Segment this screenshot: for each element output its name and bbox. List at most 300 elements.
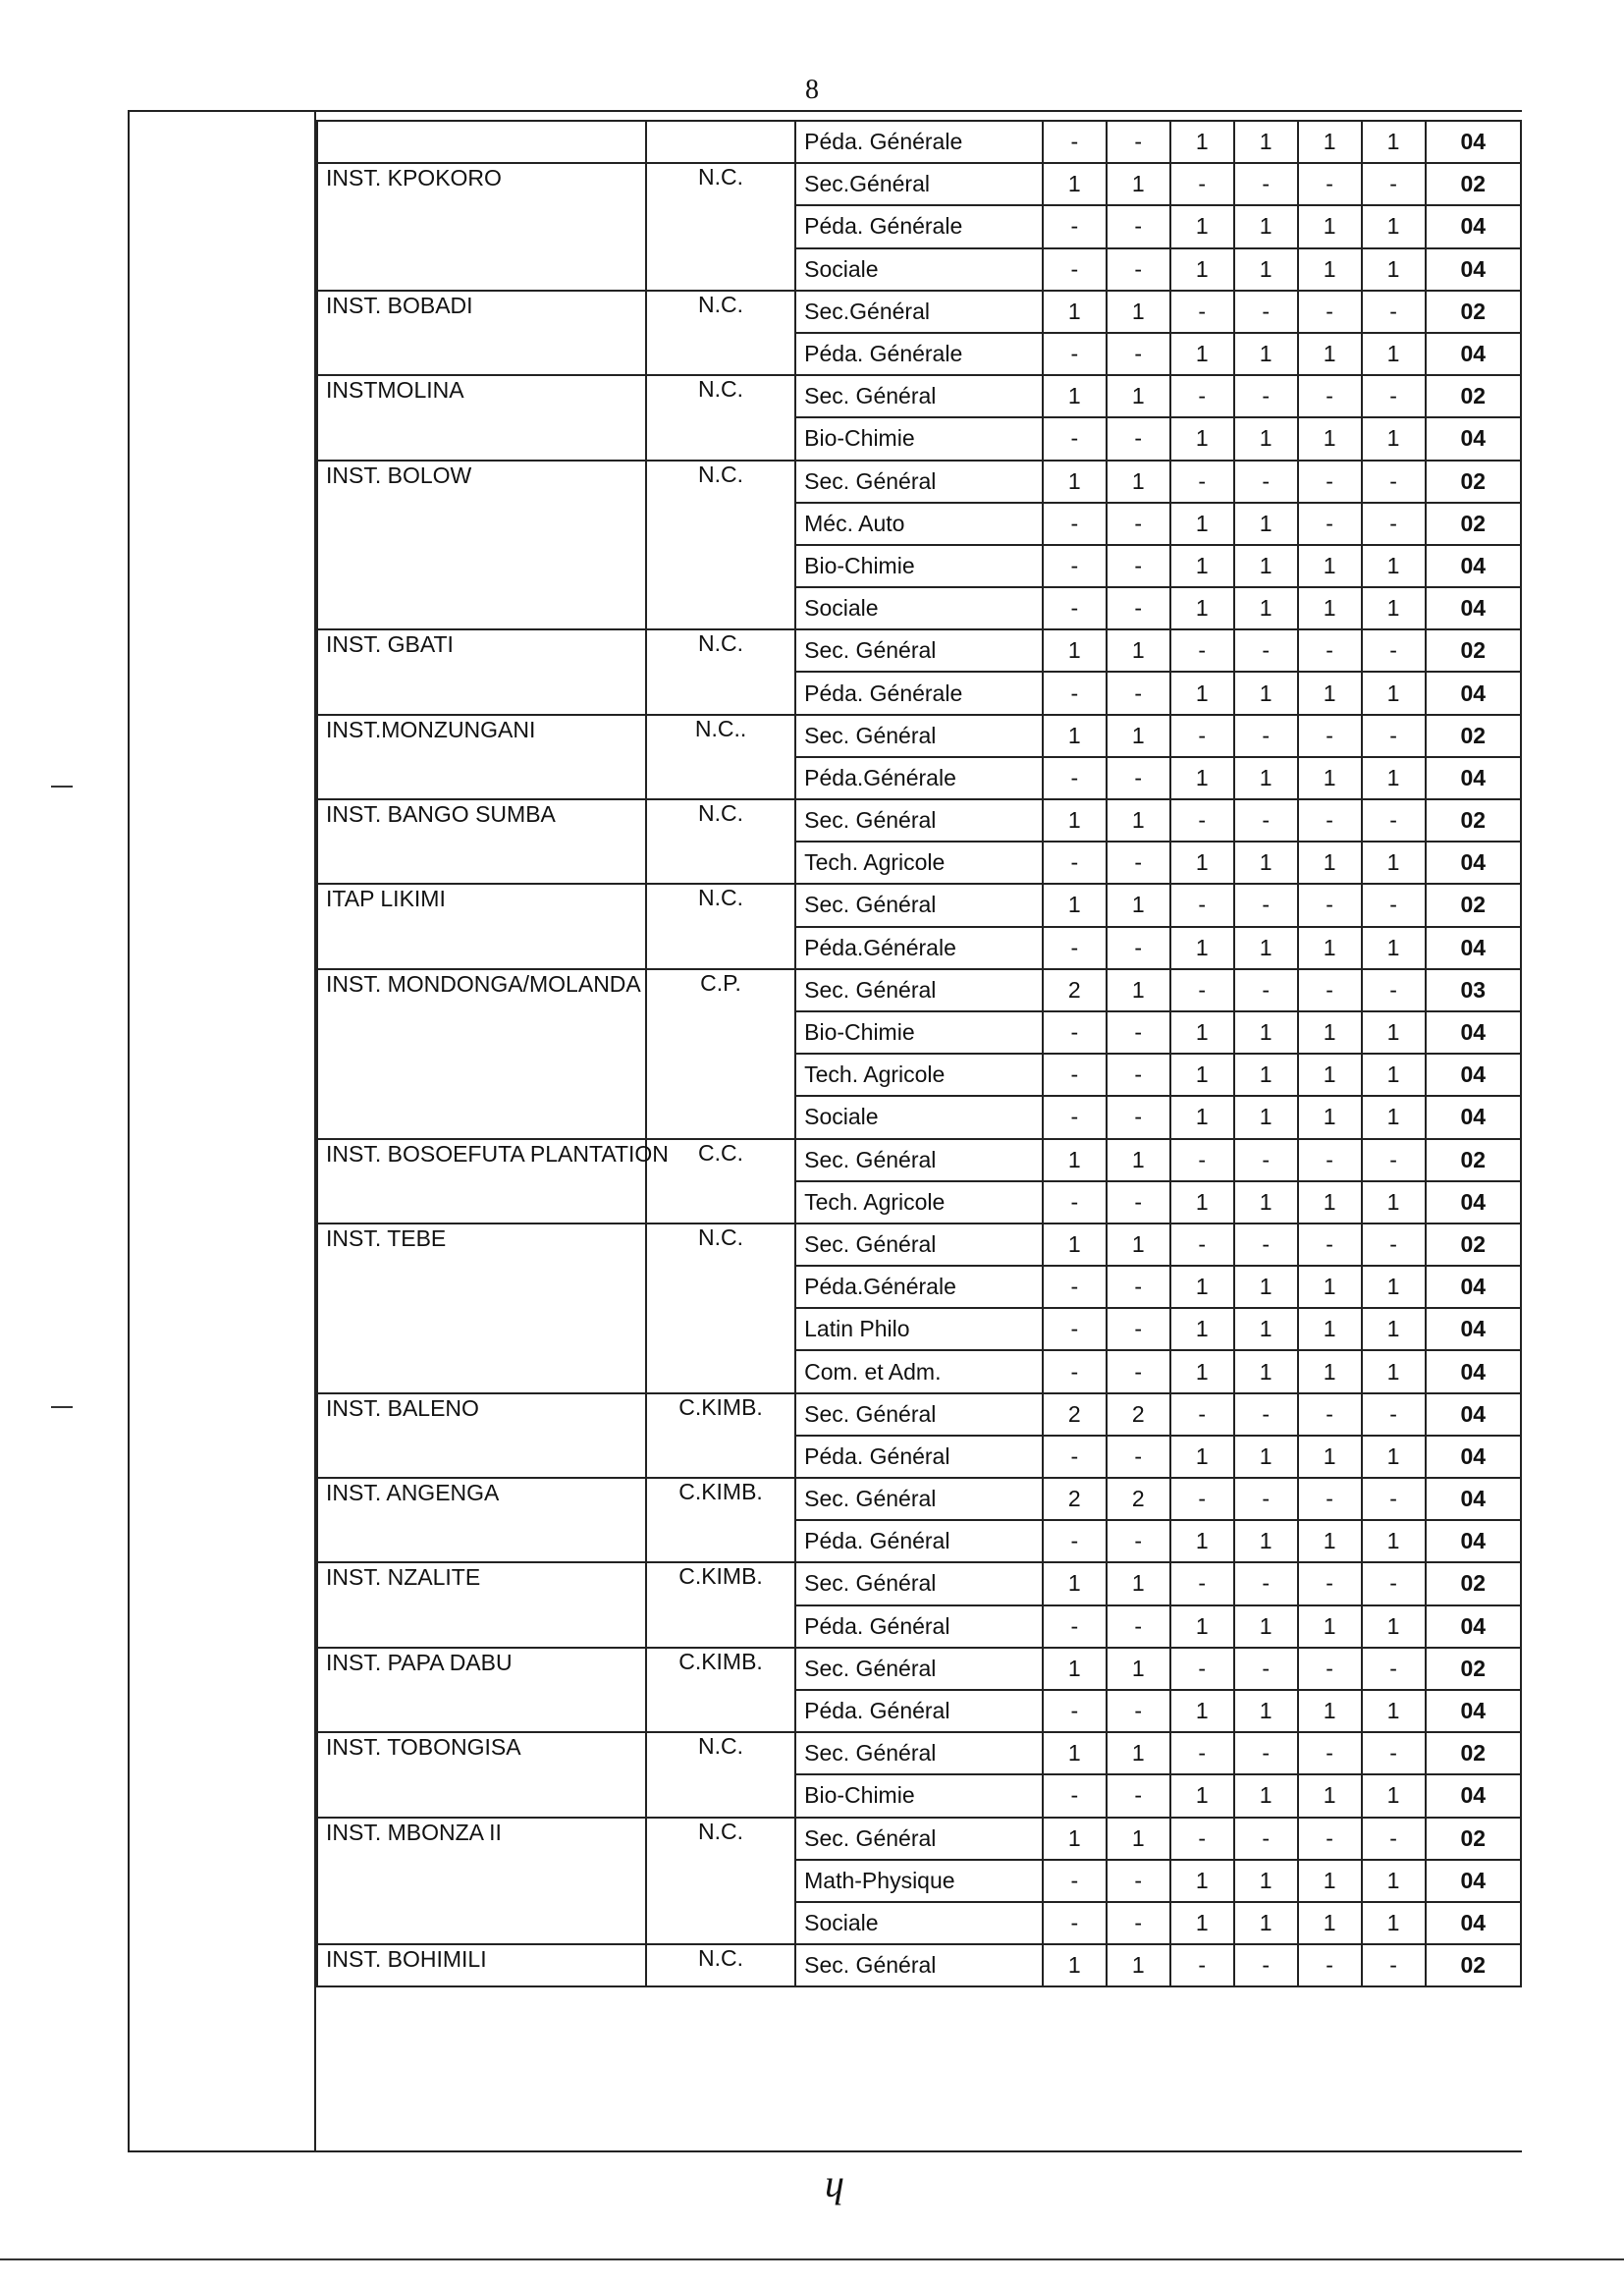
class-count-cell: 1 <box>1362 587 1426 629</box>
class-count-cell: - <box>1107 587 1170 629</box>
institution-name: ITAP LIKIMI <box>317 884 646 968</box>
class-count-cell: 1 <box>1234 927 1298 969</box>
section-name: Sec. Général <box>795 461 1043 503</box>
class-count-cell: - <box>1170 715 1234 757</box>
class-count-cell: 1 <box>1043 1562 1107 1604</box>
row-total: 04 <box>1426 1393 1521 1436</box>
table-row <box>317 1648 1521 1690</box>
class-count-cell: 1 <box>1234 1266 1298 1308</box>
class-count-cell: 1 <box>1234 1181 1298 1224</box>
institution-name: INST. BOLOW <box>317 461 646 630</box>
class-count-cell: - <box>1170 1139 1234 1181</box>
class-count-cell: 2 <box>1043 969 1107 1011</box>
class-count-cell: - <box>1043 1096 1107 1138</box>
class-count-cell: - <box>1298 1478 1362 1520</box>
institution-name: INST. TEBE <box>317 1224 646 1393</box>
class-count-cell: 1 <box>1234 1690 1298 1732</box>
class-count-cell: 1 <box>1043 163 1107 205</box>
class-count-cell: 1 <box>1107 291 1170 333</box>
class-count-cell: 1 <box>1298 1350 1362 1392</box>
class-count-cell: 1 <box>1043 1224 1107 1266</box>
row-total: 04 <box>1426 1520 1521 1562</box>
class-count-cell: 1 <box>1298 1096 1362 1138</box>
class-count-cell: - <box>1170 884 1234 926</box>
class-count-cell: - <box>1362 1562 1426 1604</box>
class-count-cell: - <box>1234 163 1298 205</box>
institution-status: N.C.. <box>646 715 795 799</box>
class-count-cell: 1 <box>1170 333 1234 375</box>
class-count-cell: - <box>1362 969 1426 1011</box>
section-name: Sec. Général <box>795 629 1043 672</box>
class-count-cell: - <box>1234 1224 1298 1266</box>
class-count-cell: - <box>1107 205 1170 247</box>
class-count-cell: - <box>1107 1860 1170 1902</box>
table-row <box>317 969 1521 1011</box>
institution-status: N.C. <box>646 375 795 460</box>
table-row <box>317 1732 1521 1774</box>
table-row <box>317 1944 1521 1986</box>
class-count-cell: - <box>1362 1648 1426 1690</box>
row-total: 02 <box>1426 291 1521 333</box>
class-count-cell: 1 <box>1362 1436 1426 1478</box>
class-count-cell: - <box>1043 1520 1107 1562</box>
class-count-cell: 1 <box>1234 757 1298 799</box>
class-count-cell: 1 <box>1107 715 1170 757</box>
row-total: 04 <box>1426 545 1521 587</box>
scan-speck <box>51 1406 73 1408</box>
class-count-cell: - <box>1234 1139 1298 1181</box>
class-count-cell: - <box>1362 1224 1426 1266</box>
row-total: 02 <box>1426 375 1521 417</box>
class-count-cell: 1 <box>1170 1181 1234 1224</box>
class-count-cell: 1 <box>1298 248 1362 291</box>
class-count-cell: 1 <box>1170 1774 1234 1817</box>
row-total: 04 <box>1426 1605 1521 1648</box>
class-count-cell: - <box>1170 1732 1234 1774</box>
class-count-cell: 1 <box>1043 461 1107 503</box>
class-count-cell: 1 <box>1234 1436 1298 1478</box>
table-row <box>317 1139 1521 1181</box>
institution-name: INST. MONDONGA/MOLANDA <box>317 969 646 1139</box>
section-name: Sec. Général <box>795 1562 1043 1604</box>
class-count-cell: - <box>1043 1308 1107 1350</box>
table-row <box>317 1478 1521 1520</box>
class-count-cell: 2 <box>1107 1393 1170 1436</box>
section-name: Méc. Auto <box>795 503 1043 545</box>
class-count-cell: - <box>1107 121 1170 163</box>
row-total: 02 <box>1426 1562 1521 1604</box>
class-count-cell: 1 <box>1298 1011 1362 1054</box>
class-count-cell: 1 <box>1107 884 1170 926</box>
class-count-cell: - <box>1170 291 1234 333</box>
class-count-cell: - <box>1298 503 1362 545</box>
class-count-cell: 1 <box>1043 799 1107 842</box>
class-count-cell: 1 <box>1107 163 1170 205</box>
institution-name: INSTMOLINA <box>317 375 646 460</box>
class-count-cell: 1 <box>1298 757 1362 799</box>
class-count-cell: - <box>1362 1732 1426 1774</box>
class-count-cell: 1 <box>1043 884 1107 926</box>
row-total: 02 <box>1426 163 1521 205</box>
class-count-cell: 1 <box>1362 842 1426 884</box>
class-count-cell: - <box>1234 1648 1298 1690</box>
section-name: Sec. Général <box>795 1393 1043 1436</box>
class-count-cell: - <box>1043 333 1107 375</box>
class-count-cell: 1 <box>1170 545 1234 587</box>
row-total: 04 <box>1426 927 1521 969</box>
class-count-cell: - <box>1298 291 1362 333</box>
section-name: Math-Physique <box>795 1860 1043 1902</box>
class-count-cell: - <box>1107 927 1170 969</box>
class-count-cell: - <box>1107 1308 1170 1350</box>
table-row <box>317 461 1521 503</box>
class-count-cell: - <box>1298 1393 1362 1436</box>
class-count-cell: - <box>1043 1902 1107 1944</box>
institution-status: C.KIMB. <box>646 1562 795 1647</box>
class-count-cell: - <box>1043 121 1107 163</box>
class-count-cell: - <box>1234 799 1298 842</box>
institution-status <box>646 121 795 163</box>
institution-status: N.C. <box>646 1818 795 1945</box>
class-count-cell: - <box>1107 503 1170 545</box>
class-count-cell: 1 <box>1234 205 1298 247</box>
class-count-cell: - <box>1234 884 1298 926</box>
section-name: Péda. Générale <box>795 672 1043 714</box>
institution-status: N.C. <box>646 1732 795 1817</box>
class-count-cell: 1 <box>1298 587 1362 629</box>
class-count-cell: - <box>1362 461 1426 503</box>
section-name: Bio-Chimie <box>795 1774 1043 1817</box>
class-count-cell: 1 <box>1107 629 1170 672</box>
class-count-cell: 1 <box>1362 1181 1426 1224</box>
class-count-cell: - <box>1043 842 1107 884</box>
class-count-cell: - <box>1043 1690 1107 1732</box>
class-count-cell: - <box>1107 1902 1170 1944</box>
institution-status: N.C. <box>646 799 795 884</box>
section-name: Bio-Chimie <box>795 545 1043 587</box>
class-count-cell: 1 <box>1298 1605 1362 1648</box>
class-count-cell: - <box>1298 1818 1362 1860</box>
class-count-cell: - <box>1298 163 1362 205</box>
class-count-cell: 1 <box>1298 1436 1362 1478</box>
class-count-cell: 1 <box>1043 1944 1107 1986</box>
class-count-cell: 1 <box>1170 1308 1234 1350</box>
class-count-cell: 1 <box>1362 545 1426 587</box>
institution-name: INST. BANGO SUMBA <box>317 799 646 884</box>
class-count-cell: 1 <box>1298 927 1362 969</box>
section-name: Sec. Général <box>795 799 1043 842</box>
row-total: 02 <box>1426 884 1521 926</box>
row-total: 04 <box>1426 1308 1521 1350</box>
class-count-cell: 1 <box>1362 1011 1426 1054</box>
section-name: Péda.Générale <box>795 927 1043 969</box>
section-name: Péda. Général <box>795 1605 1043 1648</box>
class-count-cell: 1 <box>1362 672 1426 714</box>
class-count-cell: - <box>1298 1944 1362 1986</box>
institution-status: N.C. <box>646 1944 795 1986</box>
class-count-cell: - <box>1107 1096 1170 1138</box>
class-count-cell: - <box>1043 1774 1107 1817</box>
class-count-cell: 1 <box>1362 1774 1426 1817</box>
class-count-cell: 1 <box>1298 1181 1362 1224</box>
class-count-cell: 1 <box>1298 205 1362 247</box>
class-count-cell: - <box>1043 1436 1107 1478</box>
class-count-cell: 2 <box>1043 1478 1107 1520</box>
class-count-cell: - <box>1298 884 1362 926</box>
section-name: Sec. Général <box>795 1478 1043 1520</box>
row-total: 02 <box>1426 799 1521 842</box>
institution-status: N.C. <box>646 163 795 291</box>
class-count-cell: - <box>1234 1944 1298 1986</box>
class-count-cell: 1 <box>1362 927 1426 969</box>
row-total: 02 <box>1426 1732 1521 1774</box>
section-name: Sec. Général <box>795 1944 1043 1986</box>
class-count-cell: 1 <box>1362 417 1426 460</box>
class-count-cell: - <box>1107 1520 1170 1562</box>
row-total: 04 <box>1426 417 1521 460</box>
class-count-cell: - <box>1043 417 1107 460</box>
section-name: Sociale <box>795 248 1043 291</box>
class-count-cell: - <box>1043 503 1107 545</box>
class-count-cell: 1 <box>1170 1902 1234 1944</box>
section-name: Péda.Générale <box>795 757 1043 799</box>
class-count-cell: - <box>1107 1436 1170 1478</box>
row-total: 04 <box>1426 587 1521 629</box>
section-name: Bio-Chimie <box>795 1011 1043 1054</box>
institution-name: INST. NZALITE <box>317 1562 646 1647</box>
section-name: Sociale <box>795 587 1043 629</box>
class-count-cell: 1 <box>1170 1860 1234 1902</box>
section-name: Sec.Général <box>795 291 1043 333</box>
class-count-cell: - <box>1362 1944 1426 1986</box>
class-count-cell: - <box>1107 1181 1170 1224</box>
class-count-cell: 1 <box>1298 842 1362 884</box>
row-total: 04 <box>1426 1266 1521 1308</box>
table-row <box>317 1562 1521 1604</box>
row-total: 02 <box>1426 1139 1521 1181</box>
allocation-table <box>128 110 1522 2152</box>
institution-name: INST. GBATI <box>317 629 646 714</box>
class-count-cell: - <box>1298 1732 1362 1774</box>
table-row <box>317 1818 1521 1860</box>
class-count-cell: - <box>1234 1732 1298 1774</box>
class-count-cell: - <box>1107 842 1170 884</box>
row-total: 02 <box>1426 461 1521 503</box>
class-count-cell: 1 <box>1298 1690 1362 1732</box>
section-name: Sec. Général <box>795 1139 1043 1181</box>
class-count-cell: - <box>1107 757 1170 799</box>
institution-name <box>317 121 646 163</box>
class-count-cell: - <box>1043 757 1107 799</box>
class-count-cell: - <box>1043 205 1107 247</box>
class-count-cell: - <box>1298 969 1362 1011</box>
class-count-cell: 1 <box>1362 1054 1426 1096</box>
section-name: Com. et Adm. <box>795 1350 1043 1392</box>
institution-name: INST. BOBADI <box>317 291 646 375</box>
institution-name: INST. BOHIMILI <box>317 1944 646 1986</box>
class-count-cell: 1 <box>1170 672 1234 714</box>
class-count-cell: - <box>1234 715 1298 757</box>
class-count-cell: 1 <box>1043 1648 1107 1690</box>
institution-name: INST. KPOKORO <box>317 163 646 291</box>
class-count-cell: - <box>1170 969 1234 1011</box>
row-total: 04 <box>1426 333 1521 375</box>
class-count-cell: 1 <box>1234 417 1298 460</box>
table-row <box>317 291 1521 333</box>
class-count-cell: 1 <box>1234 1902 1298 1944</box>
class-count-cell: 1 <box>1170 1266 1234 1308</box>
page-number: 8 <box>805 75 819 105</box>
class-count-cell: - <box>1107 1054 1170 1096</box>
class-count-cell: - <box>1298 1562 1362 1604</box>
institution-status: C.C. <box>646 1139 795 1224</box>
class-count-cell: - <box>1298 715 1362 757</box>
class-count-cell: 1 <box>1107 1648 1170 1690</box>
institution-name: INST. PAPA DABU <box>317 1648 646 1732</box>
class-count-cell: - <box>1362 163 1426 205</box>
section-name: Sociale <box>795 1096 1043 1138</box>
section-name: Sec. Général <box>795 375 1043 417</box>
class-count-cell: 1 <box>1234 1350 1298 1392</box>
section-name: Péda. Générale <box>795 205 1043 247</box>
class-count-cell: 1 <box>1170 757 1234 799</box>
class-count-cell: 1 <box>1170 1436 1234 1478</box>
class-count-cell: 1 <box>1298 1054 1362 1096</box>
section-name: Péda. Général <box>795 1520 1043 1562</box>
class-count-cell: 1 <box>1362 121 1426 163</box>
class-count-cell: 1 <box>1234 545 1298 587</box>
class-count-cell: - <box>1107 1350 1170 1392</box>
class-count-cell: 1 <box>1234 121 1298 163</box>
class-count-cell: - <box>1362 1818 1426 1860</box>
page-bottom-rule <box>0 2258 1624 2260</box>
class-count-cell: 1 <box>1298 1902 1362 1944</box>
class-count-cell: - <box>1234 291 1298 333</box>
class-count-cell: - <box>1234 375 1298 417</box>
table-row <box>317 799 1521 842</box>
class-count-cell: - <box>1107 672 1170 714</box>
institution-name: INST. ANGENGA <box>317 1478 646 1562</box>
class-count-cell: - <box>1107 1011 1170 1054</box>
class-count-cell: - <box>1298 1139 1362 1181</box>
class-count-cell: 1 <box>1362 205 1426 247</box>
class-count-cell: - <box>1107 1266 1170 1308</box>
row-total: 04 <box>1426 1011 1521 1054</box>
class-count-cell: - <box>1107 1690 1170 1732</box>
table-row <box>317 121 1521 163</box>
class-count-cell: - <box>1298 799 1362 842</box>
row-total: 04 <box>1426 248 1521 291</box>
class-count-cell: 1 <box>1234 1308 1298 1350</box>
class-count-cell: - <box>1170 629 1234 672</box>
class-count-cell: 1 <box>1170 1690 1234 1732</box>
class-count-cell: 1 <box>1170 1054 1234 1096</box>
class-count-cell: 1 <box>1107 461 1170 503</box>
row-total: 04 <box>1426 1902 1521 1944</box>
class-count-cell: 1 <box>1107 799 1170 842</box>
class-count-cell: - <box>1170 461 1234 503</box>
row-total: 02 <box>1426 503 1521 545</box>
table-left-margin-column <box>130 112 316 2150</box>
class-count-cell: - <box>1043 1860 1107 1902</box>
class-count-cell: 1 <box>1170 842 1234 884</box>
table-row <box>317 1224 1521 1266</box>
section-name: Latin Philo <box>795 1308 1043 1350</box>
class-count-cell: - <box>1362 715 1426 757</box>
row-total: 02 <box>1426 629 1521 672</box>
section-name: Tech. Agricole <box>795 842 1043 884</box>
row-total: 02 <box>1426 715 1521 757</box>
class-count-cell: - <box>1170 799 1234 842</box>
table-row <box>317 629 1521 672</box>
class-count-cell: 1 <box>1362 1902 1426 1944</box>
class-count-cell: - <box>1170 1648 1234 1690</box>
class-count-cell: 1 <box>1362 333 1426 375</box>
class-count-cell: 1 <box>1298 545 1362 587</box>
class-count-cell: 1 <box>1234 1011 1298 1054</box>
class-count-cell: 1 <box>1298 672 1362 714</box>
section-name: Péda. Générale <box>795 121 1043 163</box>
institution-name: INST. TOBONGISA <box>317 1732 646 1817</box>
row-total: 04 <box>1426 1436 1521 1478</box>
class-count-cell: 1 <box>1234 1520 1298 1562</box>
row-total: 04 <box>1426 1774 1521 1817</box>
class-count-cell: 1 <box>1234 503 1298 545</box>
row-total: 04 <box>1426 1181 1521 1224</box>
institution-status: C.KIMB. <box>646 1648 795 1732</box>
institution-status: N.C. <box>646 629 795 714</box>
class-count-cell: 1 <box>1170 587 1234 629</box>
institution-status: C.KIMB. <box>646 1478 795 1562</box>
class-count-cell: 1 <box>1107 1944 1170 1986</box>
class-count-cell: - <box>1234 1393 1298 1436</box>
class-count-cell: 1 <box>1170 121 1234 163</box>
section-name: Péda. Général <box>795 1436 1043 1478</box>
class-count-cell: 1 <box>1298 417 1362 460</box>
class-count-cell: 1 <box>1170 1605 1234 1648</box>
class-count-cell: 1 <box>1298 1774 1362 1817</box>
row-total: 02 <box>1426 1224 1521 1266</box>
class-count-cell: - <box>1362 1139 1426 1181</box>
class-count-cell: 1 <box>1234 1860 1298 1902</box>
section-name: Sec. Général <box>795 969 1043 1011</box>
class-count-cell: - <box>1043 1011 1107 1054</box>
class-count-cell: 1 <box>1234 1054 1298 1096</box>
class-count-cell: - <box>1107 333 1170 375</box>
class-count-cell: - <box>1298 1224 1362 1266</box>
class-count-cell: - <box>1170 1393 1234 1436</box>
class-count-cell: - <box>1043 1605 1107 1648</box>
class-count-cell: - <box>1298 461 1362 503</box>
class-count-cell: - <box>1043 1181 1107 1224</box>
class-count-cell: - <box>1043 248 1107 291</box>
class-count-cell: - <box>1298 375 1362 417</box>
class-count-cell: - <box>1170 1818 1234 1860</box>
class-count-cell: 1 <box>1170 205 1234 247</box>
row-total: 04 <box>1426 121 1521 163</box>
class-count-cell: - <box>1234 1478 1298 1520</box>
class-count-cell: - <box>1043 927 1107 969</box>
class-count-cell: 1 <box>1234 1605 1298 1648</box>
class-count-cell: 1 <box>1107 969 1170 1011</box>
class-count-cell: 1 <box>1107 1224 1170 1266</box>
class-count-cell: 1 <box>1107 1562 1170 1604</box>
class-count-cell: - <box>1234 969 1298 1011</box>
section-name: Sec.Général <box>795 163 1043 205</box>
class-count-cell: 1 <box>1107 1818 1170 1860</box>
section-name: Péda. Générale <box>795 333 1043 375</box>
section-name: Sociale <box>795 1902 1043 1944</box>
